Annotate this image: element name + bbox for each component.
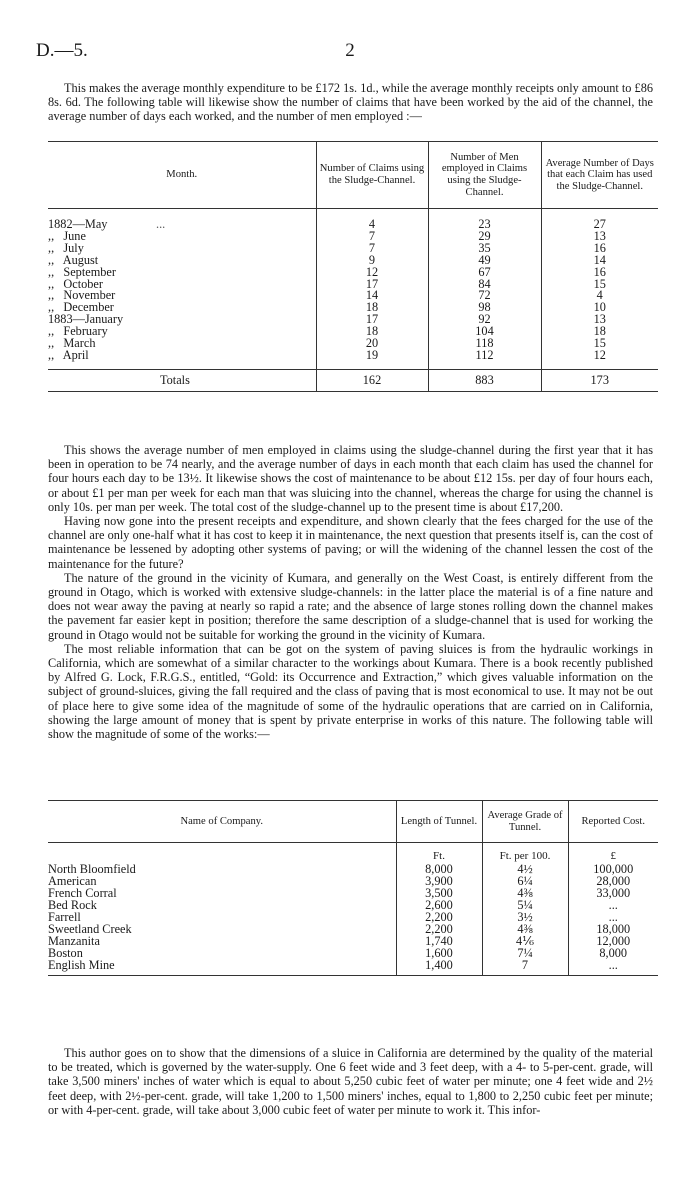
header-days: Average Number of Days that each Claim has used the Sludge-Channel.: [541, 142, 658, 209]
paragraph: This shows the average number of men employed in claims using the sludge-channel during the first year that it has been in operation to be 74 nearly, and the average number of days in each month that each claim has used the channel for four hours each day to be 13½. It likewise shows the cost of maintenance to be about £12 15s. per day of four hours each, or about £1 per man per week for each man that was sluicing into the channel, whereas the charge for using the channel is only 10s. per man per week. The total cost of the sludge-channel up to the present time is about £17,200.: [48, 443, 653, 514]
unit-grade: Ft. per 100.: [482, 843, 568, 863]
table-row: ,, February 18 104 18: [48, 326, 658, 338]
header-cost: Reported Cost.: [568, 801, 658, 843]
final-paragraph: This author goes on to show that the dimensions of a sluice in California are determined by the quality of the material to be treated, which is governed by the water-supply. One 6 feet wide and 3 feet deep, with a 4- to 5-per-cent. grade, will take 3,500 miners' inches of water which is equal to about 5,250 cubic feet of water per minute; one 4 feet wide and 2½ feet deep, with 2½-per-cent. grade, will take 1,200 to 1,500 miners' inches, equal to 1,800 to 2,250 cubic feet per minute; or with 4-per-cent. grade, will take about 3,000 cubic feet of water per minute to work it. This infor-: [48, 1046, 653, 1117]
document-reference: D.—5.: [36, 40, 88, 61]
unit-cost: £: [568, 843, 658, 863]
table-row: American 3,900 6¼ 28,000: [48, 875, 658, 887]
table-row: ,, March 20 118 15: [48, 338, 658, 350]
claims-table: [48, 141, 658, 392]
header-company: Name of Company.: [48, 801, 396, 843]
table-row: Boston 1,600 7¼ 8,000: [48, 947, 658, 959]
table-row: ,, April 19 112 12: [48, 350, 658, 362]
table-row: ,, September 12 67 16: [48, 267, 658, 279]
unit-length: Ft.: [396, 843, 482, 863]
header-length: Length of Tunnel.: [396, 801, 482, 843]
header-grade: Average Grade of Tunnel.: [482, 801, 568, 843]
table-row: ,, June 7 29 13: [48, 231, 658, 243]
header-claims: Number of Claims using the Sludge-Channel.: [316, 142, 428, 209]
table-row: Bed Rock 2,600 5¼ ...: [48, 899, 658, 911]
table-row: ,, November 14 72 4: [48, 290, 658, 302]
intro-block: [48, 81, 653, 124]
body-text: [48, 443, 653, 741]
page-header: [36, 40, 664, 64]
table-row: ,, July 7 35 16: [48, 243, 658, 255]
page-number: 2: [345, 40, 355, 61]
table-row: Sweetland Creek 2,200 4⅜ 18,000: [48, 923, 658, 935]
table-row: English Mine 1,400 7 ...: [48, 959, 658, 976]
paragraph: Having now gone into the present receipts and expenditure, and shown clearly that the fees charged for the use of the channel are only one-half what it has cost to keep it in maintenance, the next question that presents itself is, can the cost of maintenance be lessened by adopting other systems of paving; or will the widening of the channel lessen the cost of the maintenance for the future?: [48, 514, 653, 571]
intro-paragraph: This makes the average monthly expenditure to be £172 1s. 1d., while the average monthly receipts only amount to £86 8s. 6d. The following table will likewise show the number of claims that have been worked by the aid of the channel, the average number of days each worked, and the number of men employed :—: [48, 81, 653, 124]
table-row: 1883—January 17 92 13: [48, 314, 658, 326]
table-row: ,, December 18 98 10: [48, 302, 658, 314]
header-men: Number of Men employed in Claims using the Sludge-Channel.: [428, 142, 541, 209]
table-row: 1882—May ... 4 23 27: [48, 219, 658, 231]
table-row: North Bloomfield 8,000 4½ 100,000: [48, 863, 658, 875]
companies-table: [48, 800, 658, 976]
paragraph: The nature of the ground in the vicinity of Kumara, and generally on the West Coast, is entirely different from the ground in Otago, which is worked with extensive sludge-channels: in the latter place the material is of a fine nature and does not wear away the paving at nearly so rapid a rate; and the absence of large stones rolling down the channel makes the pavement far easier kept in position; therefore the same description of a sludge-channel that is used for working the ground in Otago would not be suitable for working the ground in the vicinity of Kumara.: [48, 570, 653, 642]
paragraph: The most reliable information that can be got on the system of paving sluices is from the hydraulic workings in California, which are somewhat of a similar character to the workings about Kumara. There is a book recently published by Alfred G. Lock, F.R.G.S., entitled, “Gold: its Occurrence and Extraction,” which gives valuable information on the subject of ground-sluices, giving the fall required and the class of paving that is most economical to use. It may not be out of place here to give some idea of the magnitude of some of the hydraulic operations that are carried on in California, showing the large amount of money that is spent by private enterprise in works of this nature. The following table will show the magnitude of some of the works:—: [48, 641, 653, 742]
table-row: Manzanita 1,740 4⅙ 12,000: [48, 935, 658, 947]
table-row: French Corral 3,500 4⅜ 33,000: [48, 887, 658, 899]
table-row: Farrell 2,200 3½ ...: [48, 911, 658, 923]
table-row: ,, October 17 84 15: [48, 279, 658, 291]
table-row: ,, August 9 49 14: [48, 255, 658, 267]
totals-row: Totals 162 883 173: [48, 370, 658, 392]
leader-dots: ...: [156, 217, 166, 231]
final-block: [48, 1046, 653, 1117]
header-month: Month.: [48, 142, 316, 209]
